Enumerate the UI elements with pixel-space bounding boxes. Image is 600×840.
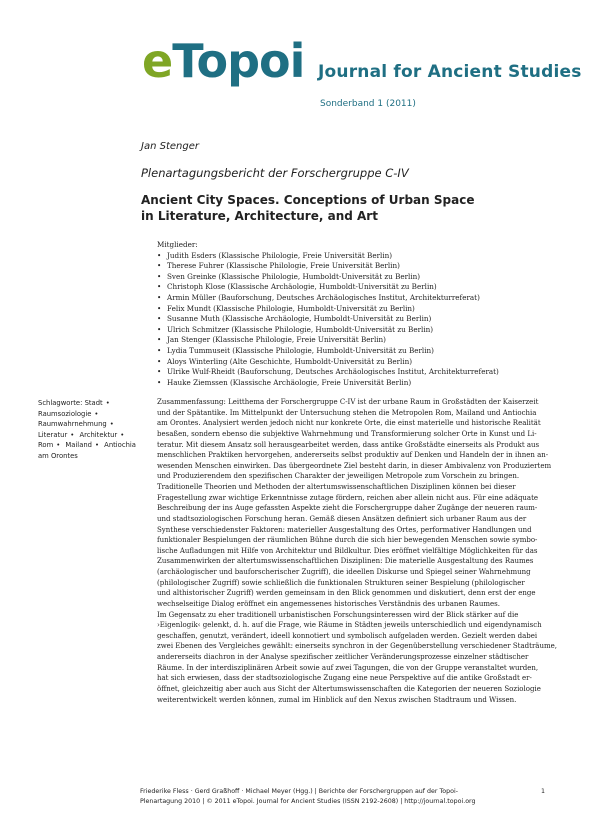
abstract-line: Zusammenwirken der altertumswissenschaftlichen Disziplinen: Die materielle Ausgestaltung des Raumes [157,557,534,566]
abstract-line: teratur. Mit diesem Ansatz soll herausgearbeitet werden, dass antike Großstädte einerseits als Produkt aus [157,440,540,449]
member-item: • Judith Esders (Klassische Philologie, Freie Universität Berlin) [157,251,499,262]
abstract-line: und Produzierendem den spezifischen Charakter der jeweiligen Metropole zum Vorschein zu bringen. [157,472,520,481]
footer-line: Friederike Fless · Gerd Graßhoff · Michael Meyer (Hgg.) | Berichte der Forschergruppen auf der Topoi- [140,788,458,795]
keyword: Architektur [79,430,118,439]
abstract-line: menschlichen Praktiken hervorgehen, andererseits selbst produktiv auf Denken und Handeln der in ihnen an- [157,451,549,460]
members-list [157,240,499,388]
member-item: • Lydia Tummuseit (Klassische Philologie, Humboldt-Universität zu Berlin) [157,346,499,357]
abstract-line: und der Spätantike. Im Mittelpunkt der Untersuchung stehen die Metropolen Rom, Mailand und Antiochia [157,408,537,417]
report-subtitle: Plenartagungsbericht der Forschergruppe C-IV [141,166,409,180]
abstract-line: (philologischer Zugriff) sowie schließlich die funktionalen Strukturen seiner Bespielung (philologischer [157,578,525,587]
title-line: Ancient City Spaces. Conceptions of Urban Space [141,193,475,207]
page-footer [140,787,476,807]
abstract-line: Fragestellung zwar wichtige Erkenntnisse zutage fördern, reichen aber allein nicht aus. Für eine adäquate [157,493,539,502]
abstract-line: ›Eigenlogik‹ gelenkt, d. h. auf die Frage, wie Räume in Städten jeweils unterschiedlich und eigendynamisch [157,621,542,630]
member-item: • Felix Mundt (Klassische Philologie, Humboldt-Universität zu Berlin) [157,304,499,315]
member-item: • Christoph Klose (Klassische Archäologie, Humboldt-Universität zu Berlin) [157,282,499,293]
abstract-line: Beschreibung der ins Auge gefassten Aspekte zieht die Forschergruppe daher Zugänge der neueren raum- [157,504,538,513]
page-number: 1 [541,788,546,795]
abstract-line: zwei Ebenen des Vergleiches gewählt: einerseits synchron in der Gegenüberstellung verschiedener Stadträume, [157,642,557,651]
abstract-line: Traditionelle Theorien und Methoden der altertumswissenschaftlichen Disziplinen können bei dieser [157,483,516,491]
abstract-line: und stadtsoziologischen Forschung heran. Gemäß diesen Ansätzen definiert sich urbaner Raum aus der [157,514,527,523]
keyword: Rom [38,441,54,450]
keyword: Stadt [84,399,103,407]
footer-line: Plenartagung 2010 | © 2011 eTopoi. Journal for Ancient Studies (ISSN 2192-2608) | http://journal.topoi.org [140,798,476,805]
member-item: • Therese Fuhrer (Klassische Philologie, Freie Universität Berlin) [157,261,499,272]
member-items [157,251,499,389]
abstract-line: (archäologischer und bauforscherischer Zugriff), die ideellen Diskurse und Spiegel seiner Wahrnehmung [157,568,531,576]
members-label: Mitglieder: [157,240,198,249]
abstract-line: hat sich erwiesen, dass der stadtsoziologische Zugang eine neue Perspektive auf die antike Großstadt er- [157,674,532,683]
logo-e: e [142,34,173,88]
member-item: • Jan Stenger (Klassische Philologie, Freie Universität Berlin) [157,335,499,346]
abstract-line: funktionaler Bespielungen der räumlichen Bühne durch die sich hier bewegenden Menschen sowie symbo- [157,536,538,545]
abstract-line: am Orontes. Analysiert werden jedoch nicht nur konkrete Orte, die einst materielle und historische Realität [157,419,541,428]
member-item: • Armin Müller (Bauforschung, Deutsches Archäologisches Institut, Architekturreferat) [157,293,499,304]
logo-topoi: Topoi [172,34,305,88]
member-item: • Ulrich Schmitzer (Klassische Philologie, Humboldt-Universität zu Berlin) [157,325,499,336]
abstract-line: und althistorischer Zugriff) werden gemeinsam in den Blick genommen und diskutiert, denn erst der enge [157,589,536,598]
abstract-line: öffnet, gleichzeitig aber auch aus Sicht der Altertumswissenschaften die Kategorien der neueren Soziologie [157,684,541,693]
keyword: Raumwahrnehmung [38,420,107,429]
member-item: • Sven Greinke (Klassische Philologie, Humboldt-Universität zu Berlin) [157,272,499,283]
member-item: • Susanne Muth (Klassische Archäologie, Humboldt-Universität zu Berlin) [157,314,499,325]
author-name: Jan Stenger [141,141,199,152]
abstract-line: wesenden Menschen einwirken. Das übergeordnete Ziel besteht darin, in dieser Ambivalenz von Produziertem [157,461,552,470]
keyword: Mailand [65,441,92,450]
abstract-line: besaßen, sondern ebenso die subjektive Wahrnehmung und Transformierung solcher Orte in Kunst und Li- [157,429,537,438]
keyword: Antiochia am Orontes [38,441,136,460]
abstract-line: andererseits diachron in der Analyse spezifischer zeitlicher Veränderungsprozesse einzelner städtischer [157,653,529,661]
abstract [157,397,557,705]
title-line: in Literature, Architecture, and Art [141,209,378,223]
abstract-line: wechselseitige Dialog eröffnet ein angemessenes historisches Verständnis des urbanen Raumes. [157,599,500,608]
etopoi-logo [142,34,305,88]
keywords-label: Schlagworte: [38,399,83,407]
abstract-line: Synthese verschiedenster Faktoren: materieller Ausgestaltung des Ortes, performativer Handlungen und [157,525,532,534]
keyword: Raumsoziologie [38,409,92,418]
member-item: • Ulrike Wulf-Rheidt (Bauforschung, Deutsches Archäologisches Institut, Architekturreferat) [157,367,499,378]
keyword: Literatur [38,430,68,439]
keywords-sidebar: Schlagworte: Stadt • Raumsoziologie • Raumwahrnehmung • Literatur • Architektur • Rom • Mailand • Antiochia am Orontes [38,399,136,460]
member-item: • Aloys Winterling (Alte Geschichte, Humboldt-Universität zu Berlin) [157,357,499,368]
abstract-line: Räume. In der interdisziplinären Arbeit sowie auf zwei Tagungen, die von der Gruppe veranstaltet wurden, [157,663,539,672]
abstract-line: Zusammenfassung: Leitthema der Forschergruppe C-IV ist der urbane Raum in Großstädten der Kaiserzeit [157,398,539,406]
abstract-line: lische Aufladungen mit Hilfe von Architektur und Bildkultur. Dies eröffnet vielfältige Möglichkeiten für das [157,546,538,555]
member-item: • Hauke Ziemssen (Klassische Archäologie, Freie Universität Berlin) [157,378,499,389]
abstract-line: weiterentwickelt werden können, zumal im Hinblick auf den Nexus zwischen Stadtraum und Wissen. [157,695,517,704]
volume-label: Sonderband 1 (2011) [320,99,416,109]
abstract-line: geschaffen, genutzt, verändert, ideell konnotiert und symbolisch aufgeladen werden. Gezielt werden dabei [157,631,538,640]
journal-title: Journal for Ancient Studies [318,62,582,82]
article-title [141,192,475,224]
abstract-line: Im Gegensatz zu eher traditionell urbanistischen Forschungsinteressen wird der Blick stärker auf die [157,610,519,619]
